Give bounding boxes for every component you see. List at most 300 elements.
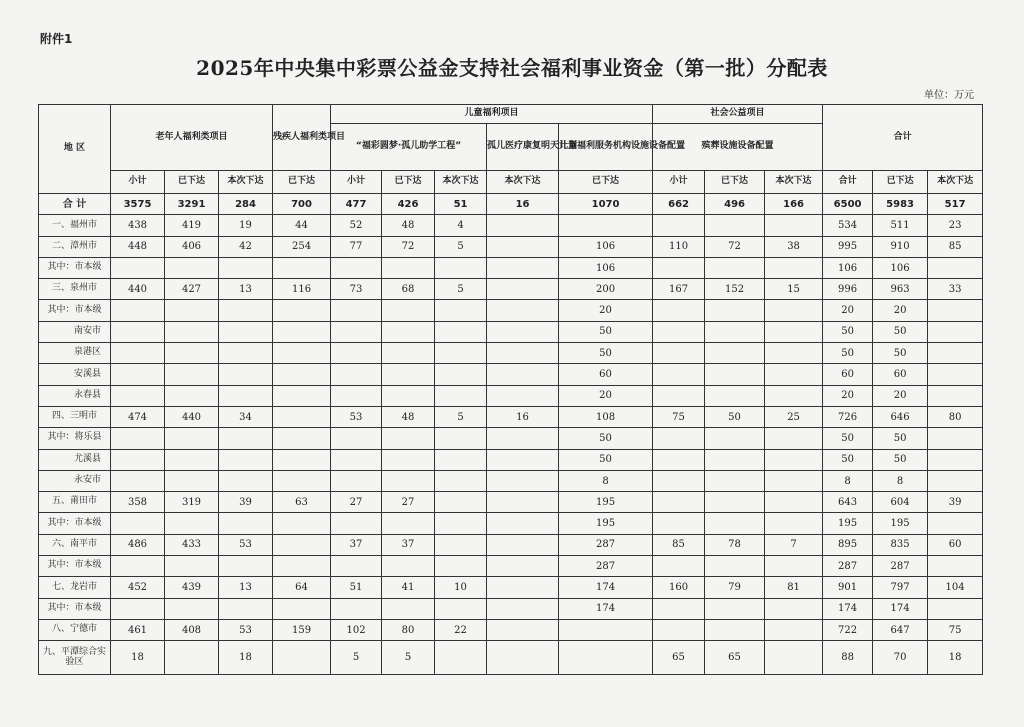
- value-cell: 5: [435, 236, 487, 257]
- header-region: 地 区: [39, 105, 111, 194]
- value-cell: 474: [111, 406, 165, 427]
- value-cell: 797: [873, 577, 928, 598]
- value-cell: 20: [823, 385, 873, 406]
- table-row: [39, 470, 983, 491]
- subheader-subtotal: 小计: [653, 171, 705, 194]
- value-cell: 108: [559, 406, 653, 427]
- allocation-table: [38, 104, 983, 675]
- value-cell: [273, 300, 331, 321]
- value-cell: 78: [705, 534, 765, 555]
- value-cell: 995: [823, 236, 873, 257]
- subheader-current: 本次下达: [928, 171, 983, 194]
- value-cell: 486: [111, 534, 165, 555]
- region-cell: 泉港区: [39, 343, 111, 364]
- attachment-label: 附件1: [40, 32, 73, 46]
- region-cell: 八、宁德市: [39, 619, 111, 640]
- value-cell: [111, 321, 165, 342]
- value-cell: 13: [219, 577, 273, 598]
- value-cell: [331, 257, 382, 278]
- value-cell: [111, 470, 165, 491]
- value-cell: 110: [653, 236, 705, 257]
- value-cell: [928, 385, 983, 406]
- region-cell: 尤溪县: [39, 449, 111, 470]
- value-cell: [435, 556, 487, 577]
- region-cell: 永安市: [39, 470, 111, 491]
- value-cell: 53: [331, 406, 382, 427]
- subheader-issued: 已下达: [559, 171, 653, 194]
- value-cell: 64: [273, 577, 331, 598]
- region-cell: 其中：市本级: [39, 556, 111, 577]
- value-cell: 901: [823, 577, 873, 598]
- table-row: [39, 619, 983, 640]
- value-cell: 18: [219, 641, 273, 675]
- value-cell: 13: [219, 279, 273, 300]
- value-cell: 5: [435, 406, 487, 427]
- value-cell: [559, 215, 653, 236]
- value-cell: [653, 385, 705, 406]
- value-cell: [705, 449, 765, 470]
- region-cell: 三、泉州市: [39, 279, 111, 300]
- value-cell: [487, 257, 559, 278]
- value-cell: 284: [219, 194, 273, 215]
- value-cell: [382, 598, 435, 619]
- value-cell: 452: [111, 577, 165, 598]
- value-cell: 70: [873, 641, 928, 675]
- value-cell: [165, 343, 219, 364]
- value-cell: 75: [653, 406, 705, 427]
- value-cell: 427: [165, 279, 219, 300]
- value-cell: 81: [765, 577, 823, 598]
- value-cell: 48: [382, 215, 435, 236]
- region-cell: 六、南平市: [39, 534, 111, 555]
- subheader-current: 本次下达: [487, 171, 559, 194]
- value-cell: [165, 385, 219, 406]
- value-cell: 5: [435, 279, 487, 300]
- value-cell: 65: [653, 641, 705, 675]
- header-social: 社会公益项目: [653, 105, 823, 124]
- value-cell: [382, 428, 435, 449]
- value-cell: 104: [928, 577, 983, 598]
- value-cell: [705, 300, 765, 321]
- value-cell: [273, 534, 331, 555]
- value-cell: 27: [331, 492, 382, 513]
- value-cell: [111, 513, 165, 534]
- value-cell: 50: [559, 428, 653, 449]
- value-cell: [331, 321, 382, 342]
- value-cell: 438: [111, 215, 165, 236]
- subheader-issued: 已下达: [273, 171, 331, 194]
- table-row: [39, 343, 983, 364]
- value-cell: [273, 641, 331, 675]
- value-cell: 50: [823, 428, 873, 449]
- value-cell: 647: [873, 619, 928, 640]
- value-cell: 433: [165, 534, 219, 555]
- region-cell: 四、三明市: [39, 406, 111, 427]
- value-cell: [487, 449, 559, 470]
- value-cell: 174: [873, 598, 928, 619]
- value-cell: [705, 428, 765, 449]
- value-cell: 254: [273, 236, 331, 257]
- value-cell: [928, 428, 983, 449]
- value-cell: [928, 556, 983, 577]
- value-cell: [487, 279, 559, 300]
- value-cell: 106: [559, 257, 653, 278]
- value-cell: [435, 300, 487, 321]
- value-cell: 50: [873, 321, 928, 342]
- value-cell: [653, 598, 705, 619]
- value-cell: 51: [331, 577, 382, 598]
- value-cell: 174: [559, 598, 653, 619]
- value-cell: [331, 385, 382, 406]
- value-cell: [273, 343, 331, 364]
- value-cell: 65: [705, 641, 765, 675]
- value-cell: 439: [165, 577, 219, 598]
- value-cell: 75: [928, 619, 983, 640]
- value-cell: 60: [823, 364, 873, 385]
- table-row: [39, 321, 983, 342]
- value-cell: 77: [331, 236, 382, 257]
- value-cell: 195: [823, 513, 873, 534]
- value-cell: 8: [873, 470, 928, 491]
- value-cell: [705, 215, 765, 236]
- value-cell: [165, 556, 219, 577]
- value-cell: 38: [765, 236, 823, 257]
- value-cell: [705, 321, 765, 342]
- value-cell: 50: [823, 449, 873, 470]
- value-cell: [273, 513, 331, 534]
- value-cell: [765, 321, 823, 342]
- value-cell: 106: [559, 236, 653, 257]
- value-cell: [219, 470, 273, 491]
- value-cell: [219, 513, 273, 534]
- value-cell: [653, 364, 705, 385]
- value-cell: [382, 364, 435, 385]
- value-cell: [219, 321, 273, 342]
- value-cell: [219, 556, 273, 577]
- value-cell: [273, 385, 331, 406]
- subheader-grand-total: 合计: [823, 171, 873, 194]
- value-cell: [435, 449, 487, 470]
- value-cell: [435, 513, 487, 534]
- value-cell: [331, 428, 382, 449]
- value-cell: 700: [273, 194, 331, 215]
- value-cell: 68: [382, 279, 435, 300]
- value-cell: 20: [823, 300, 873, 321]
- value-cell: 287: [559, 556, 653, 577]
- value-cell: 60: [559, 364, 653, 385]
- value-cell: 20: [873, 385, 928, 406]
- value-cell: [653, 215, 705, 236]
- value-cell: [273, 257, 331, 278]
- value-cell: 419: [165, 215, 219, 236]
- value-cell: [928, 598, 983, 619]
- value-cell: 5: [382, 641, 435, 675]
- value-cell: [165, 470, 219, 491]
- value-cell: 72: [705, 236, 765, 257]
- value-cell: [273, 556, 331, 577]
- value-cell: [219, 257, 273, 278]
- value-cell: [435, 385, 487, 406]
- value-cell: 722: [823, 619, 873, 640]
- subheader-current: 本次下达: [435, 171, 487, 194]
- value-cell: 167: [653, 279, 705, 300]
- table-row: [39, 300, 983, 321]
- value-cell: [331, 343, 382, 364]
- value-cell: 963: [873, 279, 928, 300]
- value-cell: [382, 257, 435, 278]
- value-cell: [331, 364, 382, 385]
- value-cell: [928, 343, 983, 364]
- value-cell: 44: [273, 215, 331, 236]
- value-cell: [765, 300, 823, 321]
- value-cell: [382, 321, 435, 342]
- value-cell: [705, 619, 765, 640]
- value-cell: [653, 470, 705, 491]
- value-cell: [382, 470, 435, 491]
- value-cell: [219, 343, 273, 364]
- value-cell: [435, 534, 487, 555]
- value-cell: [559, 619, 653, 640]
- value-cell: [111, 556, 165, 577]
- value-cell: [487, 470, 559, 491]
- value-cell: 3575: [111, 194, 165, 215]
- value-cell: 18: [928, 641, 983, 675]
- table-row: [39, 279, 983, 300]
- value-cell: 287: [873, 556, 928, 577]
- value-cell: 116: [273, 279, 331, 300]
- header-elderly: 老年人福利类项目: [111, 105, 273, 171]
- region-cell: 其中：市本级: [39, 300, 111, 321]
- value-cell: [111, 300, 165, 321]
- value-cell: 27: [382, 492, 435, 513]
- value-cell: [928, 449, 983, 470]
- value-cell: [219, 385, 273, 406]
- value-cell: 85: [653, 534, 705, 555]
- header-disabled: 残疾人福利类项目: [273, 105, 331, 171]
- table-row: [39, 406, 983, 427]
- value-cell: [165, 364, 219, 385]
- value-cell: 195: [559, 492, 653, 513]
- value-cell: [382, 556, 435, 577]
- value-cell: 426: [382, 194, 435, 215]
- value-cell: 534: [823, 215, 873, 236]
- value-cell: [928, 364, 983, 385]
- value-cell: [111, 385, 165, 406]
- value-cell: 50: [873, 428, 928, 449]
- value-cell: [765, 428, 823, 449]
- value-cell: [273, 406, 331, 427]
- value-cell: 287: [823, 556, 873, 577]
- value-cell: 72: [382, 236, 435, 257]
- page-title: 2025年中央集中彩票公益金支持社会福利事业资金（第一批）分配表: [196, 56, 828, 80]
- value-cell: [382, 385, 435, 406]
- value-cell: 50: [559, 343, 653, 364]
- value-cell: 50: [873, 449, 928, 470]
- value-cell: 85: [928, 236, 983, 257]
- value-cell: [487, 236, 559, 257]
- table-row: [39, 364, 983, 385]
- value-cell: [653, 556, 705, 577]
- value-cell: [559, 641, 653, 675]
- region-cell: 其中：市本级: [39, 513, 111, 534]
- value-cell: [487, 598, 559, 619]
- value-cell: 3291: [165, 194, 219, 215]
- value-cell: 16: [487, 194, 559, 215]
- value-cell: 5: [331, 641, 382, 675]
- value-cell: [111, 598, 165, 619]
- value-cell: 73: [331, 279, 382, 300]
- value-cell: [331, 449, 382, 470]
- table-row: [39, 194, 983, 215]
- region-cell: 二、漳州市: [39, 236, 111, 257]
- value-cell: 662: [653, 194, 705, 215]
- value-cell: 19: [219, 215, 273, 236]
- region-cell: 其中：市本级: [39, 598, 111, 619]
- value-cell: 319: [165, 492, 219, 513]
- value-cell: [331, 598, 382, 619]
- value-cell: [653, 492, 705, 513]
- value-cell: [219, 364, 273, 385]
- value-cell: 166: [765, 194, 823, 215]
- value-cell: 106: [873, 257, 928, 278]
- value-cell: [219, 428, 273, 449]
- value-cell: [765, 215, 823, 236]
- value-cell: [435, 492, 487, 513]
- value-cell: [487, 492, 559, 513]
- table-row: [39, 215, 983, 236]
- value-cell: [765, 641, 823, 675]
- value-cell: 50: [559, 321, 653, 342]
- value-cell: 448: [111, 236, 165, 257]
- subheader-subtotal: 小计: [331, 171, 382, 194]
- value-cell: 80: [928, 406, 983, 427]
- value-cell: [487, 343, 559, 364]
- header-children: 儿童福利项目: [331, 105, 653, 124]
- value-cell: [705, 492, 765, 513]
- value-cell: 25: [765, 406, 823, 427]
- value-cell: 8: [823, 470, 873, 491]
- value-cell: 174: [559, 577, 653, 598]
- value-cell: 41: [382, 577, 435, 598]
- table-row: [39, 428, 983, 449]
- value-cell: 106: [823, 257, 873, 278]
- value-cell: [435, 470, 487, 491]
- table-row: [39, 598, 983, 619]
- value-cell: [382, 513, 435, 534]
- value-cell: [273, 449, 331, 470]
- value-cell: [111, 428, 165, 449]
- value-cell: 835: [873, 534, 928, 555]
- value-cell: 50: [823, 321, 873, 342]
- region-cell: 七、龙岩市: [39, 577, 111, 598]
- value-cell: 42: [219, 236, 273, 257]
- value-cell: [653, 343, 705, 364]
- value-cell: 496: [705, 194, 765, 215]
- table-row: [39, 449, 983, 470]
- header-total: 合计: [823, 105, 983, 171]
- value-cell: [487, 577, 559, 598]
- value-cell: [765, 343, 823, 364]
- table-row: [39, 641, 983, 675]
- value-cell: [487, 364, 559, 385]
- value-cell: [219, 598, 273, 619]
- subheader-current: 本次下达: [219, 171, 273, 194]
- header-children-medical: 孤儿医疗康复明天计划: [487, 124, 559, 171]
- subheader-issued: 已下达: [165, 171, 219, 194]
- value-cell: [165, 428, 219, 449]
- value-cell: [765, 385, 823, 406]
- value-cell: [165, 257, 219, 278]
- value-cell: 23: [928, 215, 983, 236]
- value-cell: [435, 257, 487, 278]
- value-cell: [165, 300, 219, 321]
- value-cell: 16: [487, 406, 559, 427]
- value-cell: 63: [273, 492, 331, 513]
- value-cell: [435, 598, 487, 619]
- region-cell: 其中：市本级: [39, 257, 111, 278]
- value-cell: 39: [219, 492, 273, 513]
- value-cell: 461: [111, 619, 165, 640]
- value-cell: [331, 470, 382, 491]
- region-cell: 永春县: [39, 385, 111, 406]
- value-cell: [765, 598, 823, 619]
- value-cell: 646: [873, 406, 928, 427]
- value-cell: [111, 449, 165, 470]
- value-cell: [705, 364, 765, 385]
- value-cell: [165, 641, 219, 675]
- value-cell: [765, 257, 823, 278]
- value-cell: 195: [559, 513, 653, 534]
- value-cell: 15: [765, 279, 823, 300]
- value-cell: [273, 364, 331, 385]
- value-cell: 48: [382, 406, 435, 427]
- value-cell: 406: [165, 236, 219, 257]
- table-row: [39, 556, 983, 577]
- value-cell: [928, 470, 983, 491]
- value-cell: 5983: [873, 194, 928, 215]
- value-cell: [765, 513, 823, 534]
- value-cell: [928, 257, 983, 278]
- value-cell: 88: [823, 641, 873, 675]
- value-cell: 20: [559, 300, 653, 321]
- value-cell: [487, 300, 559, 321]
- value-cell: 287: [559, 534, 653, 555]
- subheader-issued: 已下达: [873, 171, 928, 194]
- table-row: [39, 236, 983, 257]
- value-cell: [765, 364, 823, 385]
- value-cell: 440: [165, 406, 219, 427]
- value-cell: [487, 513, 559, 534]
- value-cell: 477: [331, 194, 382, 215]
- region-cell: 九、平潭综合实验区: [39, 641, 111, 675]
- value-cell: 160: [653, 577, 705, 598]
- value-cell: 517: [928, 194, 983, 215]
- value-cell: [705, 470, 765, 491]
- value-cell: [273, 321, 331, 342]
- value-cell: [273, 470, 331, 491]
- value-cell: 20: [873, 300, 928, 321]
- value-cell: 511: [873, 215, 928, 236]
- unit-label: 单位：万元: [924, 90, 974, 101]
- value-cell: [928, 321, 983, 342]
- value-cell: 10: [435, 577, 487, 598]
- value-cell: [705, 598, 765, 619]
- value-cell: [705, 385, 765, 406]
- value-cell: [382, 343, 435, 364]
- value-cell: [331, 300, 382, 321]
- value-cell: 50: [823, 343, 873, 364]
- value-cell: [331, 556, 382, 577]
